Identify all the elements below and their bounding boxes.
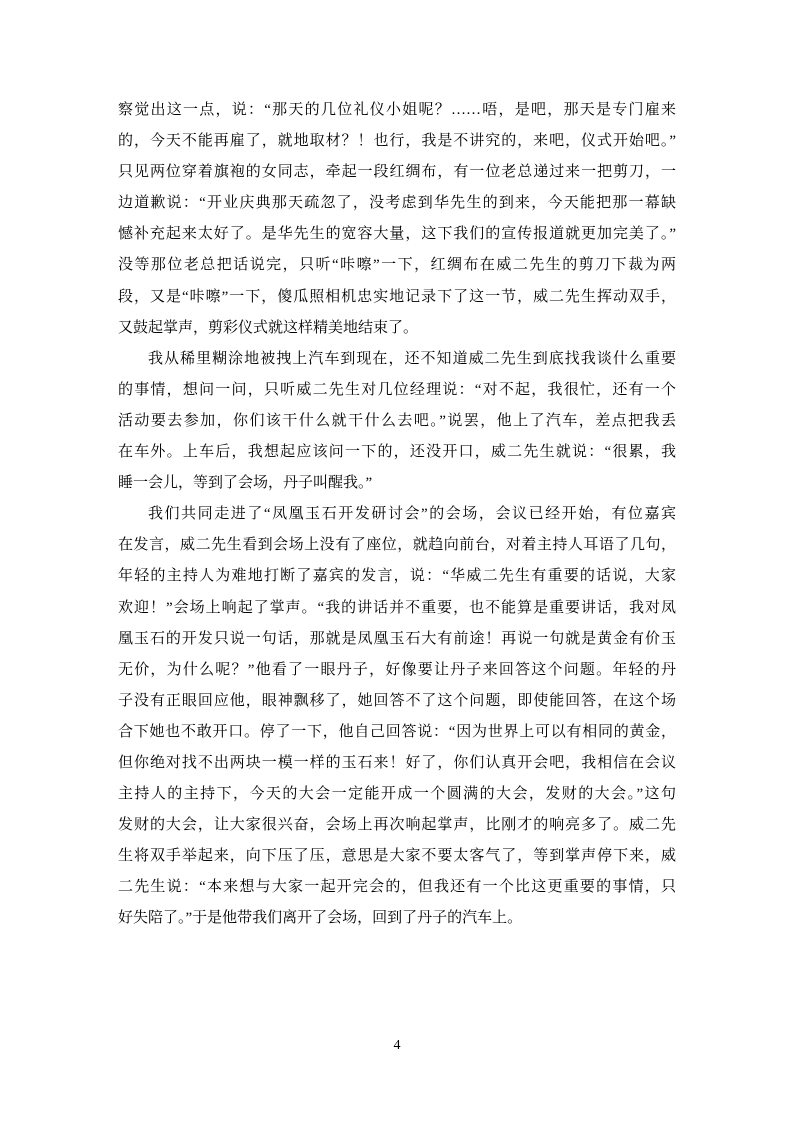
page-number: 4	[393, 1038, 401, 1053]
text-line: 的事情，想问一问，只听威二先生对几位经理说：“对不起，我很忙，还有一个	[118, 381, 676, 398]
paragraph-1	[118, 95, 676, 344]
page-footer	[0, 1036, 794, 1056]
text-line: 边道歉说：“开业庆典那天疏忽了，没考虑到华先生的到来，今天能把那一幕缺	[118, 195, 676, 212]
text-line: 发财的大会，让大家很兴奋，会场上再次响起掌声，比刚才的响亮多了。威二先	[118, 817, 676, 834]
text-line: 好失陪了。”于是他带我们离开了会场，回到了丹子的汽车上。	[118, 910, 523, 927]
text-line: 在发言，威二先生看到会场上没有了座位，就趋向前台，对着主持人耳语了几句，	[118, 537, 676, 554]
text-line: 无价，为什么呢？”他看了一眼丹子，好像要让丹子来回答这个问题。年轻的丹	[118, 661, 676, 678]
text-line: 睡一会儿，等到了会场，丹子叫醒我。”	[118, 475, 373, 492]
text-line: 凰玉石的开发只说一句话，那就是凤凰玉石大有前途！再说一句就是黄金有价玉	[118, 630, 676, 647]
text-line: 我从稀里糊涂地被拽上汽车到现在，还不知道威二先生到底找我谈什么重要	[148, 350, 676, 367]
text-line: 段，又是“咔嚓”一下，傻瓜照相机忠实地记录下了这一节，威二先生挥动双手，	[118, 288, 676, 305]
text-line: 主持人的主持下，今天的大会一定能开成一个圆满的大会，发财的大会。”这句	[118, 786, 676, 803]
text-line: 生将双手举起来，向下压了压，意思是大家不要太客气了，等到掌声停下来，威	[118, 848, 676, 865]
text-line: 没等那位老总把话说完，只听“咔嚓”一下，红绸布在威二先生的剪刀下裁为两	[118, 257, 676, 274]
text-line: 又鼓起掌声，剪彩仪式就这样精美地结束了。	[118, 319, 419, 336]
text-line: 欢迎！”会场上响起了掌声。“我的讲话并不重要，也不能算是重要讲话，我对凤	[118, 599, 676, 616]
text-line: 只见两位穿着旗袍的女同志，牵起一段红绸布，有一位老总递过来一把剪刀，一	[118, 164, 676, 181]
text-line: 在车外。上车后，我想起应该问一下的，还没开口，威二先生就说：“很累，我	[118, 444, 676, 461]
text-line: 活动要去参加，你们该干什么就干什么去吧。”说罢，他上了汽车，差点把我丢	[118, 412, 676, 429]
text-line: 子没有正眼回应他，眼神飘移了，她回答不了这个问题，即使能回答，在这个场	[118, 692, 676, 709]
text-line: 合下她也不敢开口。停了一下，他自己回答说：“因为世界上可以有相同的黄金，	[118, 723, 676, 740]
text-line: 但你绝对找不出两块一模一样的玉石来！好了，你们认真开会吧，我相信在会议	[118, 754, 676, 771]
text-line: 察觉出这一点，说：“那天的几位礼仪小姐呢？……唔，是吧，那天是专门雇来	[118, 102, 676, 118]
text-line: 的，今天不能再雇了，就地取材？！也行，我是不讲究的，来吧，仪式开始吧。”	[118, 133, 676, 150]
paragraph-2	[118, 344, 676, 499]
text-line: 二先生说：“本来想与大家一起开完会的，但我还有一个比这更重要的事情，只	[118, 879, 676, 896]
text-line: 年轻的主持人为难地打断了嘉宾的发言，说：“华威二先生有重要的话说，大家	[118, 568, 676, 585]
text-line: 憾补充起来太好了。是华先生的宽容大量，这下我们的宣传报道就更加完美了。”	[118, 226, 676, 243]
text-line: 我们共同走进了“凤凰玉石开发研讨会”的会场，会议已经开始，有位嘉宾	[148, 506, 676, 523]
paragraph-3	[118, 499, 676, 934]
body-text	[118, 95, 676, 935]
